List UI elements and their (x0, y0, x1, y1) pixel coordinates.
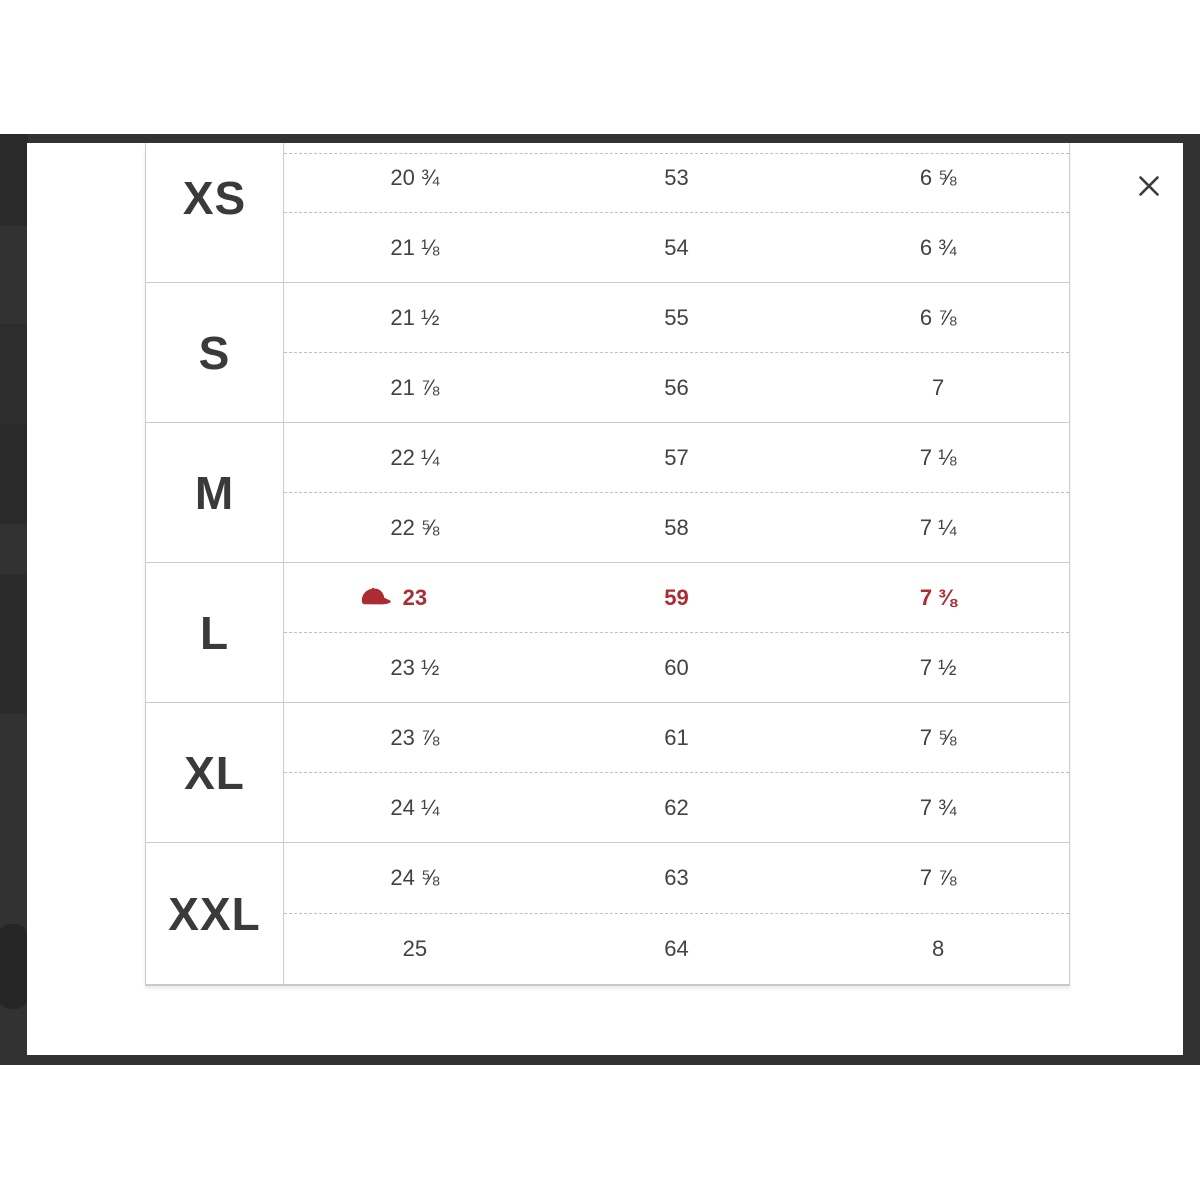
size-chart-modal (27, 143, 1183, 1055)
close-button[interactable] (1125, 162, 1173, 210)
size-row (284, 843, 1069, 913)
cell-inches: 21 ⅛ (390, 234, 440, 260)
cell-cm: 53 (664, 164, 689, 190)
size-group-xs (146, 143, 1069, 282)
size-group-m (146, 422, 1069, 562)
cell-inches: 24 ¼ (390, 794, 440, 820)
cell-inches: 22 ⅝ (390, 514, 440, 540)
size-group-s (146, 282, 1069, 422)
cell-cm: 64 (664, 936, 689, 961)
size-label-m: M (194, 466, 235, 519)
cap-icon (359, 586, 391, 609)
cell-hat-size: 7 ½ (919, 654, 957, 680)
size-label-xl: XL (184, 746, 245, 799)
cell-inches: 22 ¼ (390, 444, 440, 470)
cell-inches: 21 ½ (390, 304, 440, 330)
size-chart-table (145, 143, 1070, 986)
background-page-block (0, 424, 28, 524)
cell-hat-size: 7 ¼ (919, 514, 957, 540)
cell-cm: 58 (664, 514, 689, 540)
cell-hat-size: 7 ⅞ (919, 865, 957, 890)
cell-cm: 63 (664, 865, 689, 890)
size-label-s: S (198, 326, 231, 379)
size-group-xxl (146, 842, 1069, 984)
cell-cm: 61 (664, 724, 689, 750)
cell-cm: 55 (664, 304, 689, 330)
size-row (284, 143, 1069, 212)
size-group-xl (146, 702, 1069, 842)
cell-cm: 56 (664, 374, 689, 400)
size-row (284, 703, 1069, 772)
size-label-l: L (199, 606, 230, 659)
size-row (284, 913, 1069, 984)
cell-hat-size: 7 (932, 374, 945, 400)
size-row (284, 632, 1069, 702)
size-row (284, 212, 1069, 282)
size-row-selected (284, 563, 1069, 632)
cell-inches: 24 ⅝ (390, 865, 440, 890)
cell-cm: 59 (664, 584, 689, 610)
cell-inches: 21 ⅞ (390, 374, 440, 400)
cell-inches: 20 ¾ (390, 164, 440, 190)
cell-cm: 60 (664, 654, 689, 680)
close-icon (1138, 175, 1160, 197)
cell-inches: 23 ½ (390, 654, 440, 680)
cell-hat-size: 7 ⅜ (919, 584, 957, 610)
cell-hat-size: 8 (932, 936, 945, 961)
cell-hat-size: 7 ¾ (919, 794, 957, 820)
size-label-xxl: XXL (168, 887, 261, 940)
cell-hat-size: 6 ⅞ (919, 304, 957, 330)
cell-inches: 25 (402, 936, 428, 961)
background-page-block (0, 134, 28, 226)
background-page-block (0, 574, 28, 714)
size-row (284, 492, 1069, 562)
cell-inches: 23 ⅞ (390, 724, 440, 750)
cell-hat-size: 7 ⅛ (919, 444, 957, 470)
cell-hat-size: 6 ¾ (919, 234, 957, 260)
size-group-l (146, 562, 1069, 702)
cell-hat-size: 6 ⅝ (919, 164, 957, 190)
cell-cm: 54 (664, 234, 689, 260)
background-page-block (0, 324, 28, 424)
cell-inches: 23 (284, 563, 546, 632)
cell-cm: 62 (664, 794, 689, 820)
size-label-xs: XS (182, 171, 247, 224)
size-row (284, 352, 1069, 422)
cell-cm: 57 (664, 444, 689, 470)
size-row (284, 772, 1069, 842)
size-row (284, 283, 1069, 352)
cell-hat-size: 7 ⅝ (919, 724, 957, 750)
size-row (284, 423, 1069, 492)
